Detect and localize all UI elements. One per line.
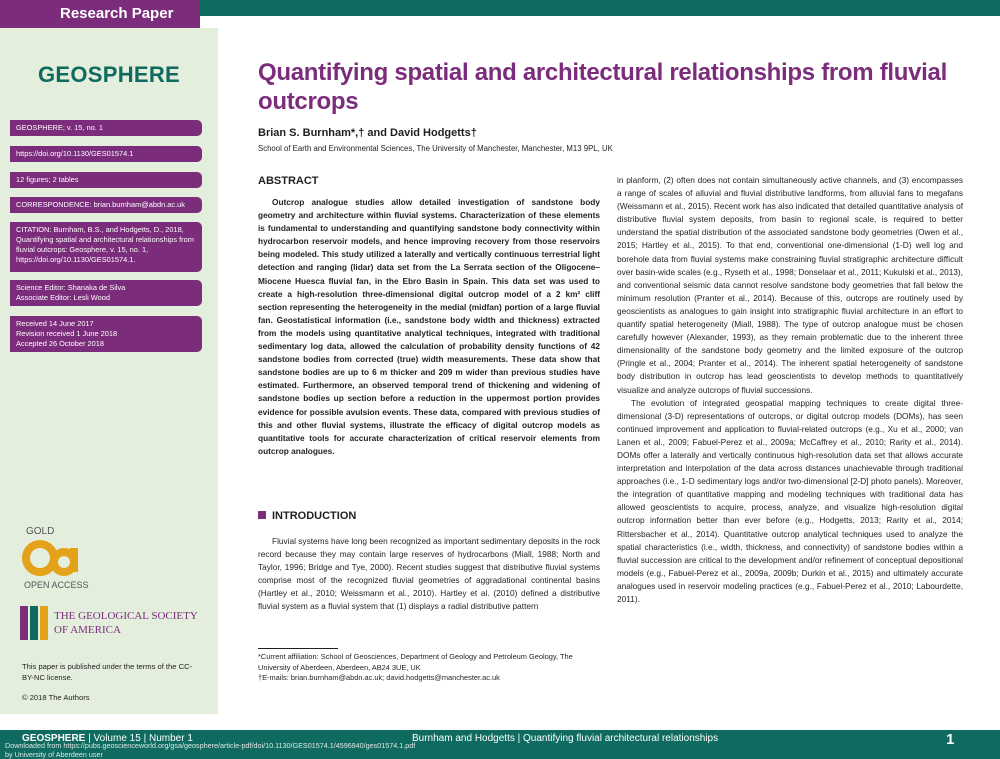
- abstract-heading: ABSTRACT: [258, 175, 319, 187]
- right-paragraph-2: The evolution of integrated geospatial mapping techniques to create digital three-dimensional (3-D) representations of outcrops, or digital outcrop models (DOMs), has seen continued improvement and application to fluvial-related outcrops (e.g., Xu et al., 2000; van Lanen et al., 2009; Fabuel-Perez et al., 2009a; McCaffrey et al., 2010; Rarity et al., 2014). DOMs offer a laterally and vertically continuous high-resolution data set that allows accurate interpretation and interpolation of the data across distances unachievable through traditional approaches (i.e., 1-D sedimentary logs and/or two-dimensional [2-D] photo panels). Moreover, the integration of quantitative mapping and modeling techniques with traditional data has allowed geoscientists to acquire, process, analyze, and visualize high-resolution digital outcrop information better than ever before (e.g., Hodgetts, 2013; Rarity et al., 2014; Rittersbacher et al., 2014). Quantitative outcrop analytical techniques used to analyze the spatial characteristics (i.e., width, thickness, and connectivity) of sandstone bodies within a fluvial succession are critical to the development and/or refinement of conceptual depositional models (e.g., Fabuel-Perez et al., 2009a, 2009b; Durkin et al., 2015) and ultimately accurate analogues used in reservoir modeling practices (e.g., Fabuel-Perez et al., 2010; Labourdette, 2011).: [617, 397, 963, 604]
- open-access-label: OPEN ACCESS: [24, 580, 89, 590]
- footnote-rule: [258, 648, 338, 649]
- gsa-name-line-2: OF AMERICA: [54, 624, 121, 636]
- abstract-body: [258, 196, 600, 458]
- article-type-tab: Research Paper: [0, 0, 200, 28]
- science-editor: Science Editor: Shanaka de Silva: [16, 283, 126, 292]
- footnotes: [258, 652, 600, 684]
- footnote-affiliation: *Current affiliation: School of Geosciences, Department of Geology and Petroleum Geology, The University of Aberdeen, Aberdeen, AB24 3UE, UK: [258, 652, 573, 672]
- right-column: [617, 174, 963, 606]
- copyright-text: © 2018 The Authors: [22, 693, 90, 702]
- revision-date: Revision received 1 June 2018: [16, 329, 118, 338]
- affiliation: School of Earth and Environmental Sciences, The University of Manchester, Manchester, M13 9PL, UK: [258, 144, 613, 153]
- dates-box: [10, 316, 202, 352]
- authors: Brian S. Burnham*,† and David Hodgetts†: [258, 127, 477, 139]
- download-url: Downloaded from https://pubs.geoscienceworld.org/gsa/geosphere/article-pdf/doi/10.1130/GES01574.1/4596940/ges01574.1.pdf: [5, 741, 416, 750]
- article-title: Quantifying spatial and architectural relationships from fluvial outcrops: [258, 59, 947, 115]
- gold-open-access-logo: [20, 522, 100, 592]
- page-number: 1: [946, 731, 955, 748]
- section-marker-icon: [258, 511, 266, 519]
- editors-box: [10, 280, 202, 306]
- download-user: by University of Aberdeen user: [5, 749, 103, 759]
- volume-box: GEOSPHERE; v. 15, no. 1: [10, 120, 202, 136]
- footer-journal: GEOSPHERE: [22, 733, 86, 744]
- introduction-heading: [258, 510, 356, 522]
- footer-number: Number 1: [148, 733, 193, 744]
- footer-title: Quantifying fluvial architectural relationships: [523, 733, 719, 744]
- footer-running-head: Burnham and Hodgetts | Quantifying fluvial architectural relationships: [412, 733, 719, 744]
- footer-journal-info: GEOSPHERE | Volume 15 | Number 1: [22, 733, 193, 744]
- introduction-body: [258, 535, 600, 614]
- journal-brand: GEOSPHERE: [37, 62, 181, 87]
- footer-authors: Burnham and Hodgetts: [412, 733, 515, 744]
- gold-label: GOLD: [26, 526, 55, 537]
- received-date: Received 14 June 2017: [16, 319, 94, 328]
- correspondence-email[interactable]: brian.burnham@abdn.ac.uk: [93, 200, 185, 209]
- gsa-logo: [20, 604, 215, 644]
- correspondence-label: CORRESPONDENCE:: [16, 200, 92, 209]
- footer-volume: Volume 15: [93, 733, 141, 744]
- correspondence-box: [10, 197, 202, 213]
- abstract-paragraph: Outcrop analogue studies allow detailed investigation of sandstone body geometry and architecture within fluvial systems. Characterization of these elements is fundamental to understanding and quantifying sandstone body connectivity within hydrocarbon reservoir models, and hence improving recovery from those reservoirs being modeled. This study utilized a laterally and vertically continuous terrestrial light detection and ranging (lidar) data set from the La Serrata section of the Oligocene–Miocene Huesca fluvial fan, in the Ebro Basin in Spain. This data set was used to create a high-resolution three-dimensional digital outcrop model of a 2 km² cliff section representing the heterogeneity in the medial (midfan) portion of a large fluvial fan. Geostatistical information (i.e., sandstone body width and thickness) extracted from the models using quantitative analytical techniques, integrated with traditional sedimentary log data, allowed the calculation of probability density functions of 42 sandstone bodies from corrected (true) width measurements. These data show that sandstone bodies are up to 6 m thicker and 209 m wider than previous studies have estimated. Furthermore, an observed temporal trend of thickening and widening of sandstone bodies up section before a reduction in the uppermost portion provides evidence for possible avulsion events. These data, compared with previous studies of this and other fluvial systems, illustrate the efficacy of digital outcrop models as quantitative tools for accurate characterization of critical reservoir elements from outcrop analogues.: [258, 197, 600, 456]
- footnote-emails: †E-mails: brian.burnham@abdn.ac.uk; david.hodgetts@manchester.ac.uk: [258, 673, 500, 682]
- doi-link[interactable]: https://doi.org/10.1130/GES01574.1: [10, 146, 202, 162]
- download-notice: [5, 742, 415, 759]
- right-paragraph-1: in planform, (2) often does not contain simultaneously active channels, and (3) encompasses a range of scales of alluvial and fluvial distributive landforms, from alluvial fans to megafans (Weissmann et al., 2015). Recent work has also indicated that detailed quantitative analysis of distributive fluvial system deposits, from basin to regional scale, is required to better understand the spatial distribution of the associated sandstone body geometries (Owen et al., 2015; Hartley et al., 2015). To that end, conventional one-dimensional (1-D) well log and borehole data from fluvial systems make constraining fluvial stratigraphic architecture difficult over basin-wide scales (e.g., Ryseth et al., 1998; Donselaar et al., 2011; Kukulski et al., 2013), and conventional seismic data cannot resolve sandstone body geometries that fall below the minimum resolution (Pranter et al., 2014). Because of this, outcrops are routinely used by geoscientists as analogues to gain insight into stratigraphic fluvial architecture in an effort to quantify spatial heterogeneity (Miall, 1988). The type of outcrop analogue must be chosen carefully however (Alexander, 1993), as they remain problematic due to the inherent three dimensionality of the sandstone body geometry and the limited exposure of the outcrop (Pringle et al., 2004; Pranter et al., 2014). The inherent spatial heterogeneity of sandstone body distribution in outcrop has lead geoscientists to develop methods to quantitatively visualize and analyze outcrops of fluvial successions.: [617, 175, 963, 395]
- gsa-name-line-1: THE GEOLOGICAL SOCIETY: [54, 610, 198, 622]
- associate-editor: Associate Editor: Lesli Wood: [16, 293, 110, 302]
- introduction-paragraph: Fluvial systems have long been recognized as important sedimentary deposits in the rock record because they may contain large reserves of hydrocarbons (Miall, 1988; North and Taylor, 1996; Bridge and Tye, 2000). Recent studies suggest that distributive fluvial systems comprise most of the recognized fluvial geometries of aggradational continental basins (Hartley et al., 2010; Weissmann et al., 2010). Hartley et al. (2010) defined a distributive fluvial system as a fluvial system that (1) displays a radial distributive pattern: [258, 536, 600, 612]
- license-text: This paper is published under the terms of the CC-BY-NC license.: [22, 662, 193, 682]
- accepted-date: Accepted 26 October 2018: [16, 339, 104, 348]
- introduction-heading-text: INTRODUCTION: [272, 510, 357, 522]
- citation-box: CITATION: Burnham, B.S., and Hodgetts, D., 2018, Quantifying spatial and architectural relationships from fluvial outcrops: Geosphere, v. 15, no. 1, https://doi.org/10.1130/GES01574.1.: [10, 222, 202, 272]
- counts-box: 12 figures; 2 tables: [10, 172, 202, 188]
